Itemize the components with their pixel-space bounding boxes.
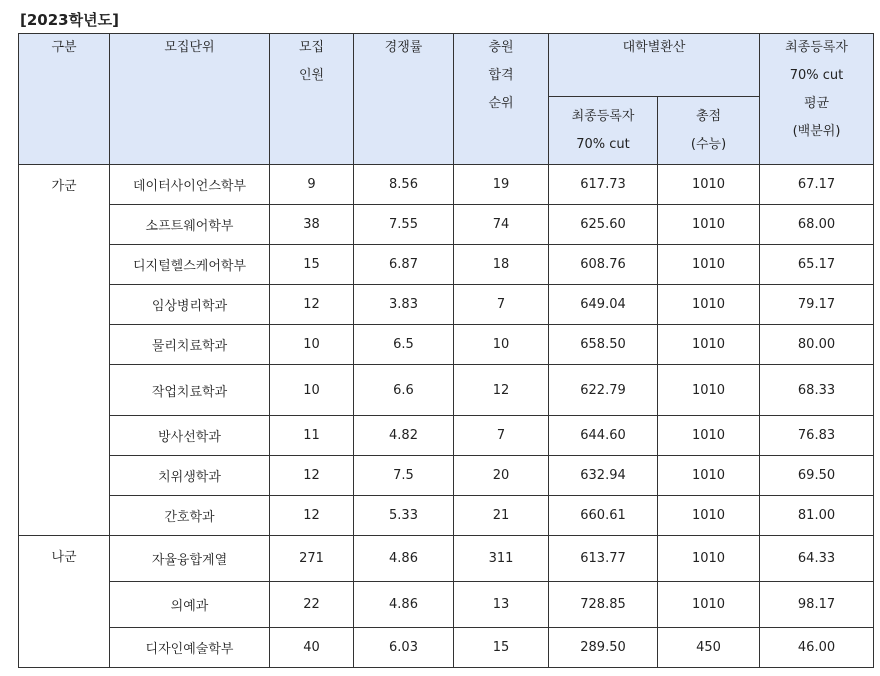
- table-row: [19, 325, 874, 365]
- cell-conv-total: 1010: [658, 245, 760, 285]
- cell-conv-cut: 622.79: [549, 365, 658, 416]
- header-conv-total: 총점 (수능): [658, 97, 760, 165]
- cell-competition: 7.5: [354, 456, 454, 496]
- cell-conv-cut: 632.94: [549, 456, 658, 496]
- cell-conv-total: 1010: [658, 496, 760, 536]
- cell-rank: 13: [454, 582, 549, 628]
- header-group: 구분: [19, 34, 110, 165]
- cell-quota: 22: [270, 582, 354, 628]
- cell-final: 81.00: [760, 496, 874, 536]
- cell-competition: 6.6: [354, 365, 454, 416]
- cell-final: 68.33: [760, 365, 874, 416]
- cell-conv-total: 1010: [658, 205, 760, 245]
- cell-quota: 10: [270, 365, 354, 416]
- table-row: [19, 365, 874, 416]
- cell-final: 69.50: [760, 456, 874, 496]
- cell-unit: 치위생학과: [110, 456, 270, 496]
- cell-final: 76.83: [760, 416, 874, 456]
- cell-conv-cut: 289.50: [549, 628, 658, 668]
- cell-unit: 디지털헬스케어학부: [110, 245, 270, 285]
- cell-quota: 12: [270, 456, 354, 496]
- cell-final: 67.17: [760, 165, 874, 205]
- cell-rank: 15: [454, 628, 549, 668]
- table-row: [19, 582, 874, 628]
- cell-conv-total: 1010: [658, 165, 760, 205]
- cell-rank: 74: [454, 205, 549, 245]
- header-unit: 모집단위: [110, 34, 270, 165]
- table-row: [19, 536, 874, 582]
- table-row: [19, 285, 874, 325]
- cell-conv-cut: 644.60: [549, 416, 658, 456]
- cell-rank: 311: [454, 536, 549, 582]
- table-row: [19, 416, 874, 456]
- cell-conv-cut: 608.76: [549, 245, 658, 285]
- table-row: [19, 165, 874, 205]
- header-final: 최종등록자 70% cut 평균 (백분위): [760, 34, 874, 165]
- cell-rank: 7: [454, 285, 549, 325]
- cell-conv-cut: 617.73: [549, 165, 658, 205]
- cell-competition: 6.5: [354, 325, 454, 365]
- cell-final: 79.17: [760, 285, 874, 325]
- table-row: [19, 496, 874, 536]
- cell-quota: 15: [270, 245, 354, 285]
- group-cell: 가군: [19, 165, 110, 536]
- cell-conv-total: 450: [658, 628, 760, 668]
- cell-final: 46.00: [760, 628, 874, 668]
- admission-results-table: [18, 33, 874, 668]
- header-rank: 충원 합격 순위: [454, 34, 549, 165]
- cell-conv-cut: 660.61: [549, 496, 658, 536]
- cell-unit: 간호학과: [110, 496, 270, 536]
- cell-competition: 5.33: [354, 496, 454, 536]
- cell-quota: 10: [270, 325, 354, 365]
- cell-conv-total: 1010: [658, 536, 760, 582]
- cell-competition: 6.87: [354, 245, 454, 285]
- cell-competition: 4.86: [354, 582, 454, 628]
- cell-rank: 19: [454, 165, 549, 205]
- cell-quota: 12: [270, 496, 354, 536]
- header-quota: 모집 인원: [270, 34, 354, 165]
- cell-conv-cut: 658.50: [549, 325, 658, 365]
- table-row: [19, 205, 874, 245]
- cell-conv-total: 1010: [658, 365, 760, 416]
- cell-quota: 11: [270, 416, 354, 456]
- cell-unit: 작업치료학과: [110, 365, 270, 416]
- cell-unit: 소프트웨어학부: [110, 205, 270, 245]
- cell-conv-total: 1010: [658, 416, 760, 456]
- cell-rank: 18: [454, 245, 549, 285]
- header-competition: 경쟁률: [354, 34, 454, 165]
- cell-quota: 9: [270, 165, 354, 205]
- cell-conv-total: 1010: [658, 285, 760, 325]
- cell-quota: 12: [270, 285, 354, 325]
- cell-conv-cut: 649.04: [549, 285, 658, 325]
- cell-final: 64.33: [760, 536, 874, 582]
- cell-rank: 7: [454, 416, 549, 456]
- cell-quota: 271: [270, 536, 354, 582]
- cell-competition: 3.83: [354, 285, 454, 325]
- cell-competition: 6.03: [354, 628, 454, 668]
- cell-conv-cut: 728.85: [549, 582, 658, 628]
- cell-conv-cut: 625.60: [549, 205, 658, 245]
- header-conv-cut: 최종등록자 70% cut: [549, 97, 658, 165]
- table-title: [2023학년도]: [20, 11, 119, 29]
- cell-unit: 임상병리학과: [110, 285, 270, 325]
- table-row: [19, 456, 874, 496]
- table-row: [19, 245, 874, 285]
- cell-rank: 10: [454, 325, 549, 365]
- cell-competition: 8.56: [354, 165, 454, 205]
- cell-competition: 7.55: [354, 205, 454, 245]
- cell-conv-total: 1010: [658, 325, 760, 365]
- cell-unit: 데이터사이언스학부: [110, 165, 270, 205]
- cell-final: 80.00: [760, 325, 874, 365]
- cell-conv-cut: 613.77: [549, 536, 658, 582]
- cell-quota: 40: [270, 628, 354, 668]
- cell-conv-total: 1010: [658, 456, 760, 496]
- table-row: [19, 628, 874, 668]
- cell-quota: 38: [270, 205, 354, 245]
- cell-competition: 4.86: [354, 536, 454, 582]
- cell-unit: 의예과: [110, 582, 270, 628]
- cell-rank: 21: [454, 496, 549, 536]
- cell-rank: 20: [454, 456, 549, 496]
- cell-unit: 물리치료학과: [110, 325, 270, 365]
- cell-unit: 자율융합계열: [110, 536, 270, 582]
- cell-competition: 4.82: [354, 416, 454, 456]
- table-body: [19, 165, 874, 668]
- cell-unit: 디자인예술학부: [110, 628, 270, 668]
- cell-conv-total: 1010: [658, 582, 760, 628]
- cell-unit: 방사선학과: [110, 416, 270, 456]
- cell-final: 65.17: [760, 245, 874, 285]
- cell-rank: 12: [454, 365, 549, 416]
- cell-final: 68.00: [760, 205, 874, 245]
- group-cell: 나군: [19, 536, 110, 668]
- header-conversion: 대학별환산: [549, 34, 760, 97]
- cell-final: 98.17: [760, 582, 874, 628]
